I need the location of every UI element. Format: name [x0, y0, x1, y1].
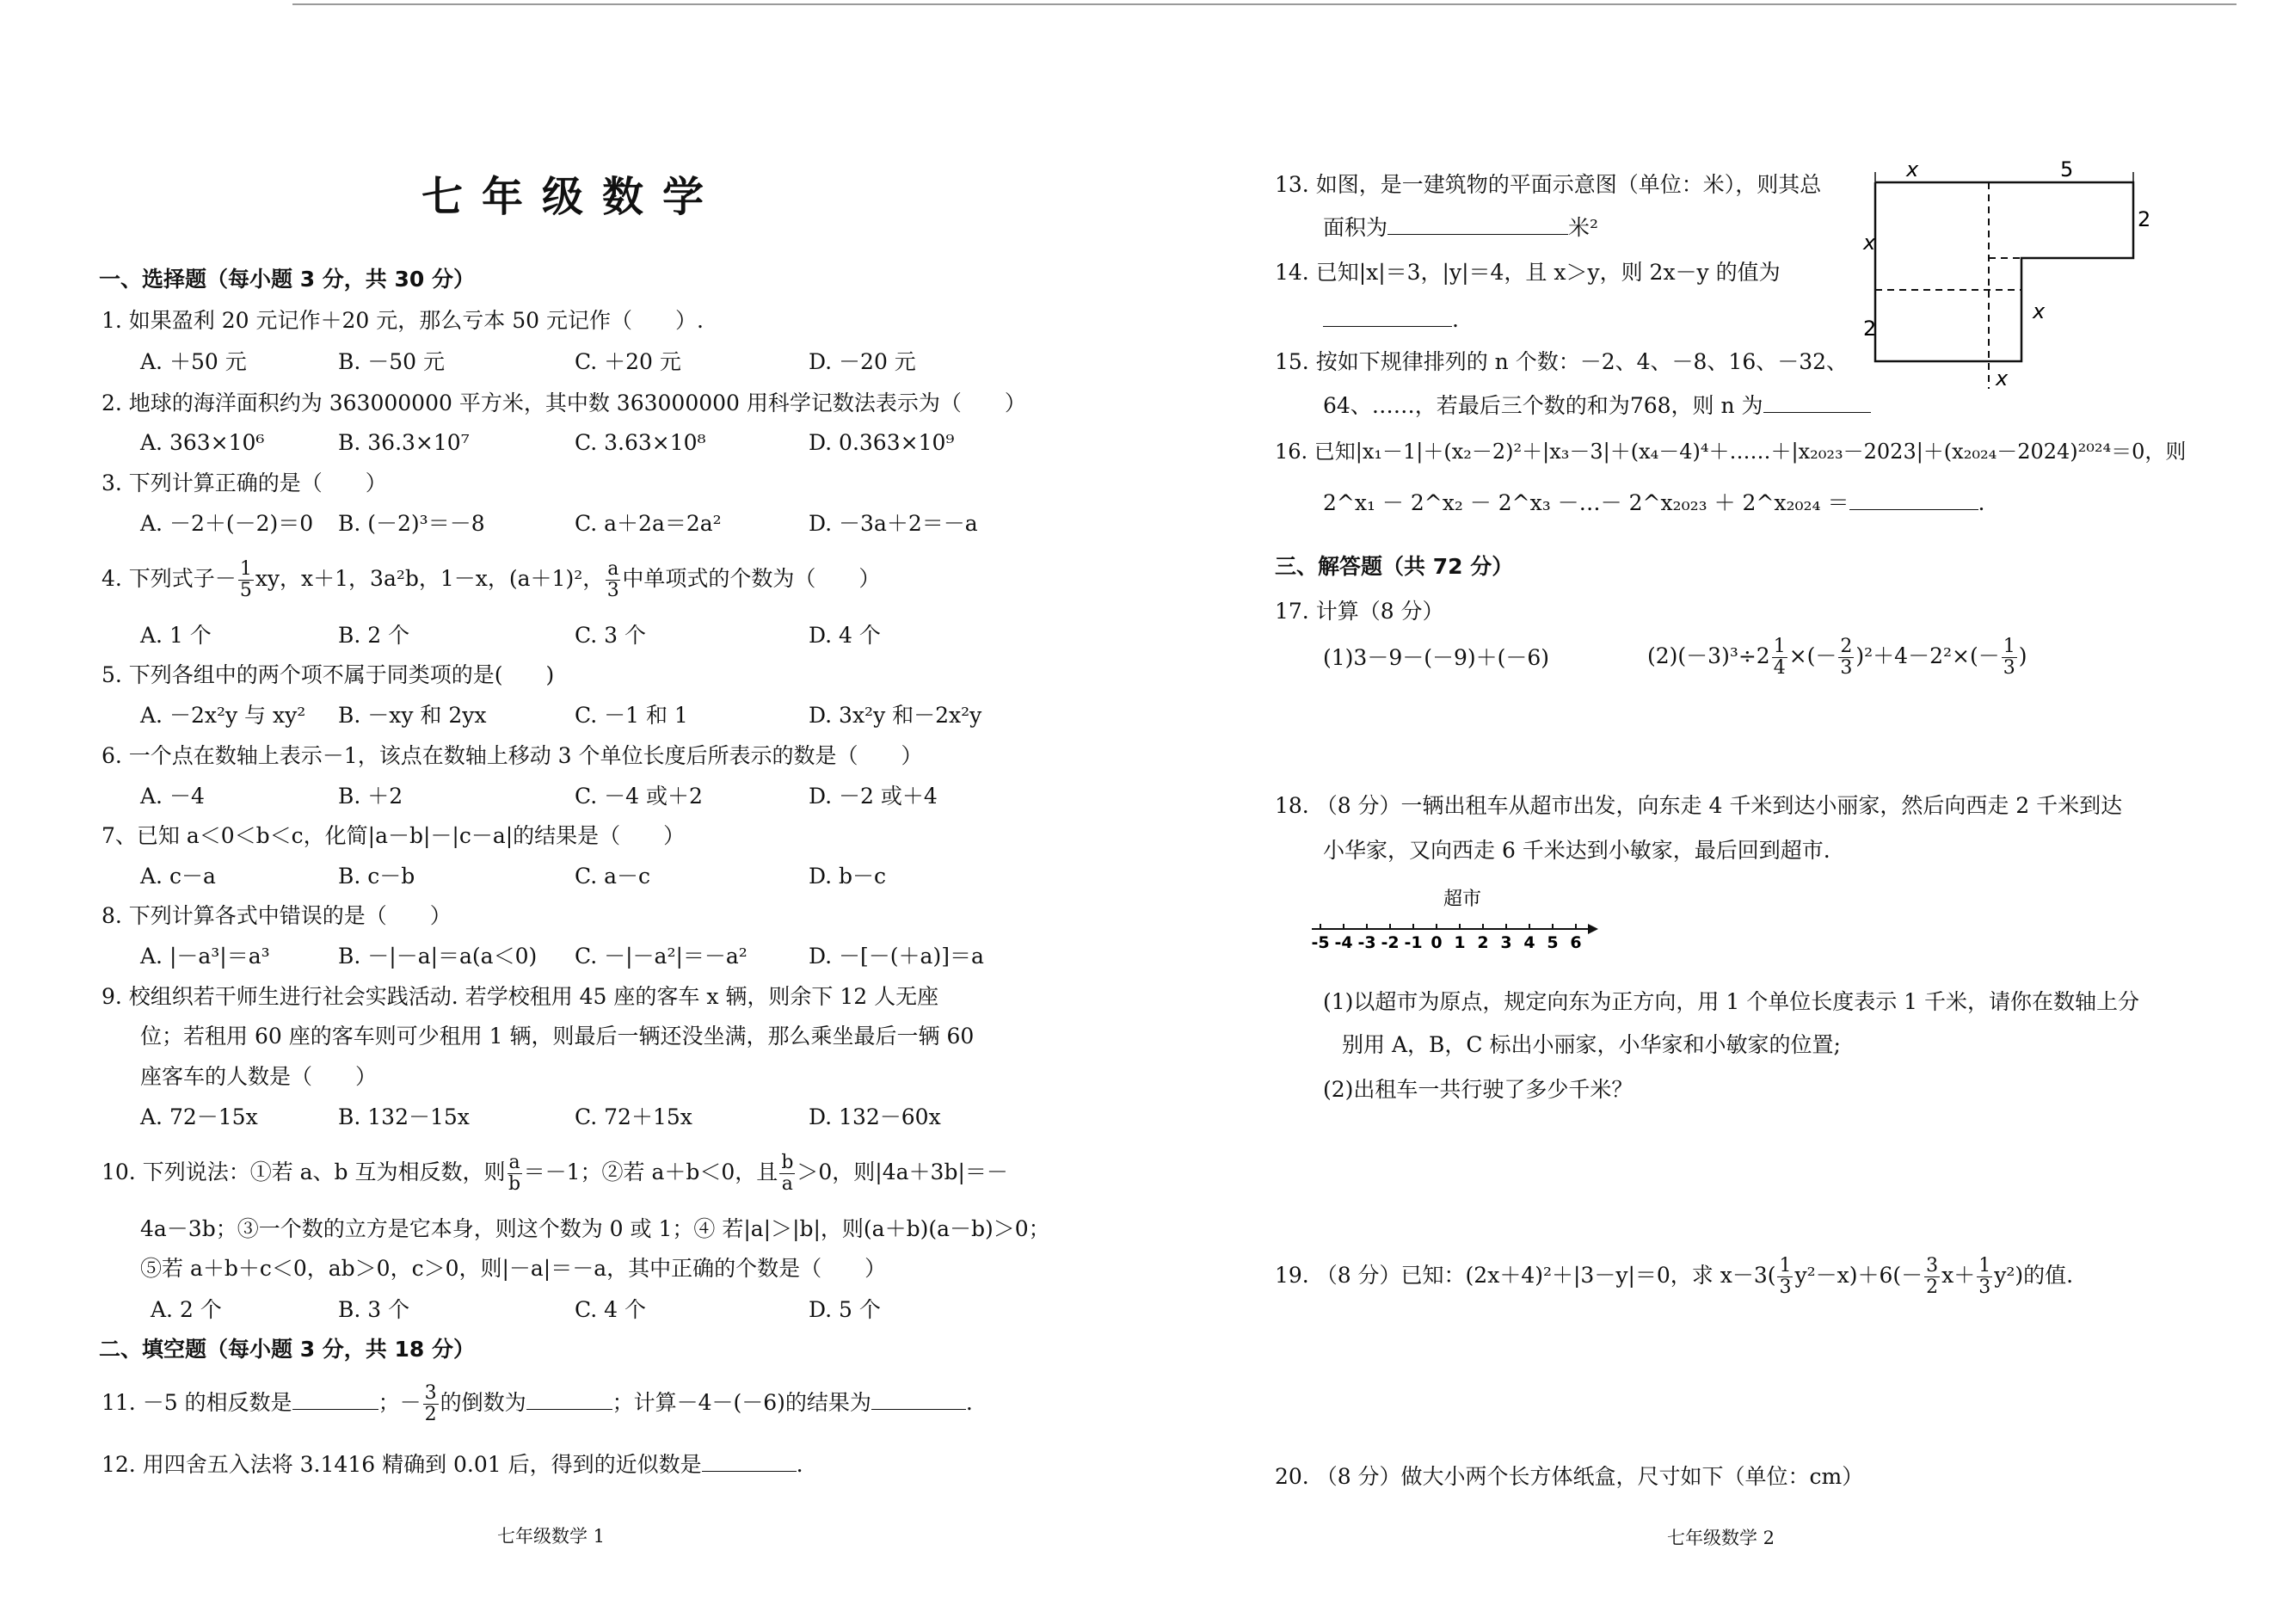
q10-option-b: B. 3 个	[338, 1297, 410, 1322]
q5-option-d: D. 3x²y 和－2x²y	[809, 703, 982, 728]
q2-option-a: A. 363×10⁶	[140, 430, 265, 455]
q9-option-c: C. 72＋15x	[575, 1104, 692, 1129]
fraction: $\frac{1}{3}$	[1978, 1255, 1991, 1298]
question-18-sub-1-line-2: 别用 A，B，C 标出小丽家，小华家和小敏家的位置;	[1342, 1032, 1841, 1057]
question-14-line-1: 14. 已知|x|＝3，|y|＝4，且 x＞y，则 2x－y 的值为	[1275, 260, 1781, 285]
question-14-line-2: .	[1323, 305, 1459, 335]
q5-option-b: B. －xy 和 2yx	[338, 703, 487, 728]
fig-label-top-x: x	[1906, 157, 1919, 181]
q9-option-d: D. 132－60x	[809, 1104, 941, 1129]
question-16-line-1: 16. 已知|x₁－1|＋(x₂－2)²＋|x₃－3|＋(x₄－4)⁴＋……＋|x₂₀₂₃－2023|＋(x₂₀₂₄－2024)²⁰²⁴＝0，则	[1275, 440, 2187, 464]
q8-option-a: A. |－a³|＝a³	[140, 944, 270, 969]
question-19: 19. （8 分）已知：(2x＋4)²＋|3－y|＝0，求 x－3( $\frac{1}{3}$ y²－x)＋6(－ $\frac{3}{2}$ x＋ $\frac{1}{3}$ y²)的值.	[1275, 1255, 2074, 1298]
fig-label-left-2: 2	[1863, 317, 1877, 341]
q6-option-b: B. ＋2	[338, 784, 403, 809]
fraction: $\frac{1}{4}$	[1773, 636, 1786, 679]
question-13-line-2: 面积为 米²	[1323, 215, 1599, 240]
question-20: 20. （8 分）做大小两个长方体纸盒，尺寸如下（单位：cm）	[1275, 1464, 1864, 1489]
q6-option-a: A. －4	[140, 784, 205, 809]
q7-option-d: D. b－c	[809, 864, 887, 889]
q2-option-d: D. 0.363×10⁹	[809, 430, 955, 455]
number-line-tick-label: 0	[1431, 933, 1443, 952]
q9-option-b: B. 132－15x	[338, 1104, 470, 1129]
question-16-line-2: 2^x₁ － 2^x₂ － 2^x₃ －…－ 2^x₂₀₂₃ ＋ 2^x₂₀₂₄ ＝ .	[1323, 490, 1985, 515]
fraction: $\frac{3}{2}$	[1926, 1255, 1939, 1298]
q1-option-b: B. －50 元	[338, 349, 446, 374]
q7-option-c: C. a－c	[575, 864, 651, 889]
answer-blank[interactable]	[1763, 391, 1871, 413]
fraction: $\frac{1}{3}$	[2003, 636, 2015, 679]
q5-option-a: A. －2x²y 与 xy²	[140, 703, 306, 728]
question-9-line-1: 9. 校组织若干师生进行社会实践活动. 若学校租用 45 座的客车 x 辆，则余下 12 人无座	[102, 984, 939, 1009]
question-15-line-2: 64、……，若最后三个数的和为768，则 n 为	[1323, 391, 1871, 421]
q10-option-a: A. 2 个	[151, 1297, 222, 1322]
number-line-tick-label: 3	[1500, 933, 1512, 952]
number-line-tick-label: 6	[1570, 933, 1582, 952]
answer-blank[interactable]	[1323, 305, 1452, 327]
q3-option-d: D. －3a＋2＝－a	[809, 511, 978, 536]
fig-label-inner-x: x	[2033, 299, 2046, 323]
q3-option-a: A. －2＋(－2)＝0	[140, 511, 314, 536]
section-fill-blank: 二、填空题（每小题 3 分，共 18 分）	[99, 1337, 476, 1362]
page-right	[1256, 0, 2295, 1624]
question-3: 3. 下列计算正确的是（ ）	[102, 471, 387, 495]
number-line-label-supermarket: 超市	[1443, 889, 1482, 910]
q3-option-b: B. (－2)³＝－8	[338, 511, 485, 536]
q4-option-a: A. 1 个	[140, 623, 212, 648]
answer-blank[interactable]	[526, 1388, 612, 1410]
answer-blank[interactable]	[1849, 489, 1978, 510]
answer-blank[interactable]	[702, 1450, 797, 1472]
number-line-tick-label: 2	[1477, 933, 1489, 952]
fraction: $\frac{3}{2}$	[424, 1382, 437, 1425]
fraction: $\frac{b}{a}$	[781, 1152, 794, 1195]
page-footer-1: 七年级数学 1	[497, 1526, 606, 1547]
fraction: $\frac{a}{3}$	[606, 558, 619, 601]
fraction: $\frac{1}{5}$	[239, 558, 252, 601]
question-11: 11. －5 的相反数是 ；－ $\frac{3}{2}$ 的倒数为 ；计算－4－(－6)的结果为 .	[102, 1382, 973, 1425]
page-footer-2: 七年级数学 2	[1667, 1528, 1775, 1548]
question-8: 8. 下列计算各式中错误的是（ ）	[102, 903, 452, 928]
fig-label-left-x: x	[1863, 231, 1876, 255]
number-line-tick-label: -4	[1334, 933, 1353, 952]
q10-option-c: C. 4 个	[575, 1297, 646, 1322]
q3-option-c: C. a＋2a＝2a²	[575, 511, 722, 536]
q9-option-a: A. 72－15x	[140, 1104, 258, 1129]
page-left	[0, 0, 1075, 1624]
q1-option-c: C. ＋20 元	[575, 349, 681, 374]
question-7: 7、已知 a＜0＜b＜c，化简|a－b|－|c－a|的结果是（ ）	[102, 823, 686, 848]
q8-option-c: C. －|－a²|＝－a²	[575, 944, 748, 969]
question-18-line-2: 小华家，又向西走 6 千米达到小敏家，最后回到超市.	[1323, 838, 1830, 863]
question-10-line-1: 10. 下列说法：①若 a、b 互为相反数，则 $\frac{a}{b}$ ＝－1；②若 a＋b＜0，且 $\frac{b}{a}$ ＞0，则|4a＋3b|＝－	[102, 1152, 1008, 1195]
question-17-part-1: (1)3－9－(－9)＋(－6)	[1323, 645, 1550, 670]
q8-option-d: D. －[－(＋a)]＝a	[809, 944, 984, 969]
question-4: 4. 下列式子－ $\frac{1}{5}$ xy，x＋1，3a²b，1－x，(a＋1)²， $\frac{a}{3}$ 中单项式的个数为（ ）	[102, 558, 881, 601]
question-13-line-1: 13. 如图，是一建筑物的平面示意图（单位：米），则其总	[1275, 172, 1822, 197]
question-18-sub-1-line-1: (1)以超市为原点，规定向东为正方向，用 1 个单位长度表示 1 千米，请你在数轴上分	[1323, 989, 2140, 1014]
q4-option-d: D. 4 个	[809, 623, 881, 648]
fraction: $\frac{a}{b}$	[508, 1152, 521, 1195]
q1-option-a: A. ＋50 元	[140, 349, 247, 374]
number-line-tick-label: 5	[1547, 933, 1559, 952]
fraction: $\frac{1}{3}$	[1779, 1255, 1792, 1298]
q7-option-b: B. c－b	[338, 864, 415, 889]
q10-option-d: D. 5 个	[809, 1297, 881, 1322]
number-line-tick-label: -1	[1404, 933, 1423, 952]
q6-option-c: C. －4 或＋2	[575, 784, 703, 809]
q6-option-d: D. －2 或＋4	[809, 784, 938, 809]
number-line-tick-label: -2	[1381, 933, 1400, 952]
q8-option-b: B. －|－a|＝a(a＜0)	[338, 944, 538, 969]
number-line	[1307, 886, 1669, 955]
building-floor-plan-figure	[1863, 157, 2159, 396]
question-17-part-2: (2)(－3)³÷2 $\frac{1}{4}$ ×(－ $\frac{2}{3}$ )²＋4－2²×(－ $\frac{1}{3}$ )	[1647, 636, 2027, 679]
q1-option-d: D. －20 元	[809, 349, 916, 374]
question-10-line-3: ⑤若 a＋b＋c＜0，ab＞0，c＞0，则|－a|＝－a，其中正确的个数是（ ）	[140, 1256, 887, 1281]
question-12: 12. 用四舍五入法将 3.1416 精确到 0.01 后，得到的近似数是 .	[102, 1452, 803, 1477]
number-line-tick-label: -5	[1311, 933, 1330, 952]
q2-option-c: C. 3.63×10⁸	[575, 430, 706, 455]
question-10-line-2: 4a－3b；③一个数的立方是它本身，则这个数为 0 或 1；④ 若|a|＞|b|，则(a＋b)(a－b)＞0；	[140, 1216, 1050, 1241]
question-18-line-1: 18. （8 分）一辆出租车从超市出发，向东走 4 千米到达小丽家，然后向西走 2 千米到达	[1275, 793, 2123, 818]
question-5: 5. 下列各组中的两个项不属于同类项的是( )	[102, 662, 555, 687]
answer-blank[interactable]	[1387, 213, 1568, 235]
question-15-line-1: 15. 按如下规律排列的 n 个数：－2、4、－8、16、－32、	[1275, 349, 1849, 374]
question-17-heading: 17. 计算（8 分）	[1275, 599, 1444, 624]
number-line-tick-label: 4	[1523, 933, 1535, 952]
question-6: 6. 一个点在数轴上表示－1，该点在数轴上移动 3 个单位长度后所表示的数是（ ）	[102, 743, 923, 768]
question-1: 1. 如果盈利 20 元记作＋20 元，那么亏本 50 元记作（ ）.	[102, 308, 704, 333]
number-line-tick-label: 1	[1454, 933, 1466, 952]
question-9-line-3: 座客车的人数是（ ）	[140, 1064, 378, 1089]
fraction: $\frac{2}{3}$	[1840, 636, 1853, 679]
section-solve: 三、解答题（共 72 分）	[1275, 554, 1514, 579]
number-line-tick-label: -3	[1357, 933, 1376, 952]
fig-label-top-5: 5	[2060, 157, 2074, 181]
q4-option-b: B. 2 个	[338, 623, 410, 648]
q2-option-b: B. 36.3×10⁷	[338, 430, 470, 455]
q5-option-c: C. －1 和 1	[575, 703, 688, 728]
question-9-line-2: 位；若租用 60 座的客车则可少租用 1 辆，则最后一辆还没坐满，那么乘坐最后一辆 60	[140, 1024, 975, 1049]
fig-label-right-2: 2	[2138, 207, 2151, 231]
answer-blank[interactable]	[871, 1388, 966, 1410]
number-line-ticks	[1311, 924, 1581, 952]
fig-label-bottom-x: x	[1996, 366, 2009, 391]
q4-option-c: C. 3 个	[575, 623, 646, 648]
question-18-sub-2: (2)出租车一共行驶了多少千米？	[1323, 1077, 1634, 1102]
question-2: 2. 地球的海洋面积约为 363000000 平方米，其中数 363000000 用科学记数法表示为（ ）	[102, 391, 1026, 415]
page-title: 七年级数学	[421, 173, 723, 221]
q7-option-a: A. c－a	[140, 864, 216, 889]
answer-blank[interactable]	[292, 1388, 378, 1410]
section-multiple-choice: 一、选择题（每小题 3 分，共 30 分）	[99, 267, 476, 292]
